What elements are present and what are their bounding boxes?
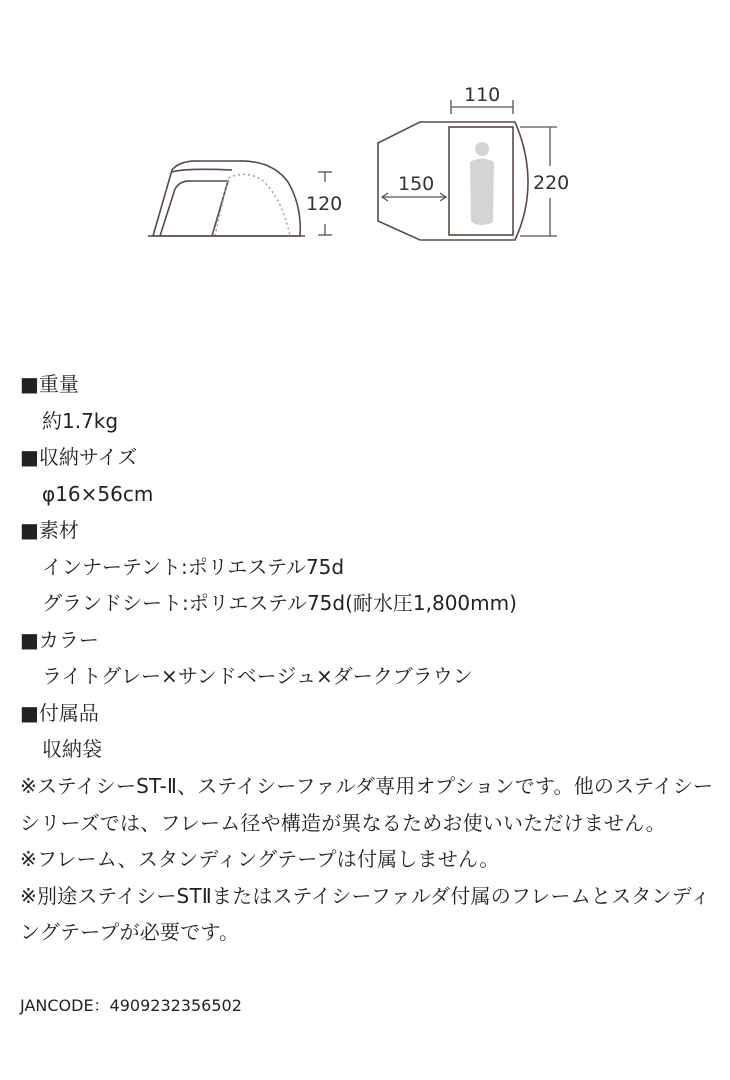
- spec-value-weight: 約1.7kg: [42, 408, 119, 433]
- spec-heading-accessories: ■付属品: [20, 700, 99, 725]
- spec-heading-color: ■カラー: [20, 627, 99, 652]
- notes: [20, 768, 715, 951]
- side-outer-shell: [153, 161, 300, 236]
- jancode: JANCODE：4909232356502: [20, 996, 242, 1015]
- top-length-label: 220: [533, 172, 570, 194]
- note-not-included: ※フレーム、スタンディングテープは付属しません。: [20, 847, 500, 871]
- spec-heading-weight: ■重量: [20, 372, 79, 396]
- top-depth-label: 150: [398, 173, 435, 195]
- note-requirement: ※別途ステイシーSTⅡまたはステイシーファルダ付属のフレームとスタンディングテープが必要です。: [20, 883, 711, 944]
- spec-heading-material: ■素材: [20, 518, 79, 542]
- side-view: [148, 161, 305, 236]
- spec-value-accessories: 収納袋: [42, 737, 102, 761]
- spec-value-color: ライトグレー×サンドベージュ×ダークブラウン: [42, 664, 473, 688]
- top-width-label: 110: [464, 84, 501, 106]
- spec-heading-storage-size: ■収納サイズ: [20, 445, 138, 469]
- tent-dimension-diagram: [0, 0, 730, 340]
- spec-value-storage-size: φ16×56cm: [42, 481, 154, 506]
- spec-value-material-ground: グランドシート:ポリエステル75d(耐水圧1,800mm): [42, 591, 517, 615]
- side-height-label: 120: [306, 193, 343, 215]
- spec-list: [20, 366, 720, 768]
- spec-value-material-inner: インナーテント:ポリエステル75d: [42, 554, 345, 579]
- note-compatibility: ※ステイシーST-Ⅱ、ステイシーファルダ専用オプションです。他のステイシーシリーズでは、フレーム径や構造が異なるためお使いいただけません。: [20, 774, 714, 835]
